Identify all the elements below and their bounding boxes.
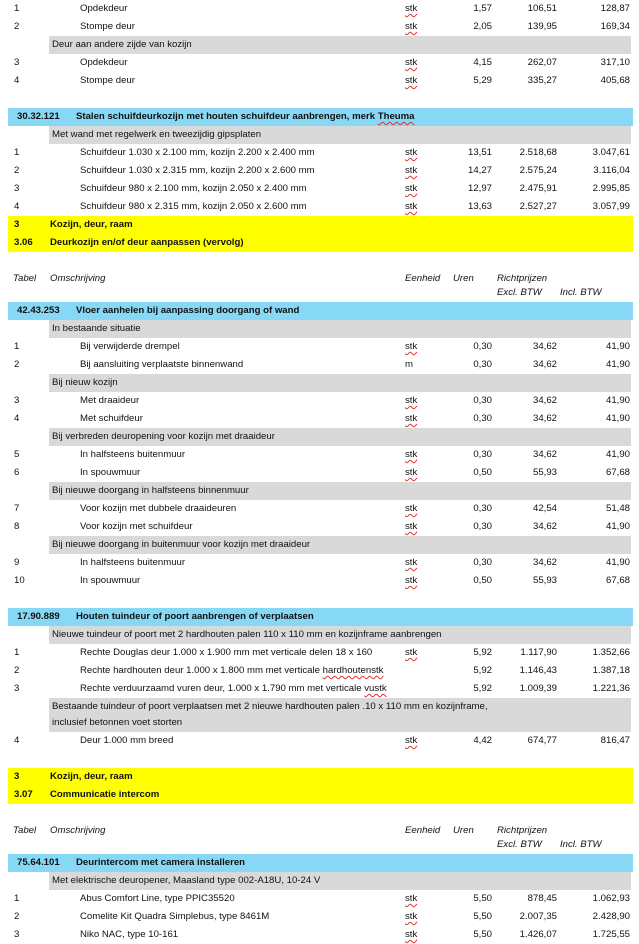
row-description: Comelite Kit Quadra Simplebus, type 8461M bbox=[80, 911, 270, 922]
row-price-excl: 1.117,90 bbox=[520, 647, 557, 658]
row-number: 1 bbox=[14, 341, 20, 352]
row-price-incl: 1.221,36 bbox=[592, 683, 630, 694]
row-number: 4 bbox=[14, 735, 20, 746]
row-price-excl: 106,51 bbox=[527, 3, 557, 14]
row-unit: stk bbox=[405, 467, 418, 478]
row-hours: 0,30 bbox=[473, 395, 492, 406]
header-excl: Excl. BTW bbox=[497, 839, 542, 850]
row-price-incl: 41,90 bbox=[605, 557, 630, 568]
row-price-incl: 41,90 bbox=[605, 395, 630, 406]
row-price-excl: 34,62 bbox=[532, 449, 557, 460]
row-number: 2 bbox=[14, 165, 20, 176]
row-number: 4 bbox=[14, 413, 20, 424]
row-price-excl: 139,95 bbox=[527, 21, 557, 32]
row-price-excl: 1.146,43 bbox=[519, 665, 557, 676]
section-title-row bbox=[0, 854, 639, 872]
row-description bbox=[80, 680, 387, 698]
row-number: 6 bbox=[14, 467, 20, 478]
row-price-excl: 55,93 bbox=[532, 575, 557, 586]
row-price-excl: 335,27 bbox=[527, 75, 557, 86]
row-hours: 2,05 bbox=[473, 21, 492, 32]
row-unit: stk bbox=[405, 557, 418, 568]
table-row bbox=[0, 392, 639, 410]
row-price-excl: 262,07 bbox=[527, 57, 557, 68]
row-price-excl: 34,62 bbox=[532, 395, 557, 406]
row-unit: m bbox=[405, 359, 413, 370]
table-row bbox=[0, 518, 639, 536]
row-price-incl: 3.116,04 bbox=[593, 165, 630, 176]
row-price-incl: 41,90 bbox=[605, 413, 630, 424]
row-hours: 5,29 bbox=[473, 75, 492, 86]
row-price-excl: 2.527,27 bbox=[519, 201, 557, 212]
row-unit: stk bbox=[405, 57, 418, 68]
group-row bbox=[0, 698, 639, 732]
chapter-title: Kozijn, deur, raam bbox=[50, 219, 133, 230]
chapter-row bbox=[0, 216, 639, 234]
row-hours: 0,30 bbox=[473, 341, 492, 352]
section-code: 42.43.253 bbox=[17, 305, 60, 316]
row-number: 2 bbox=[14, 665, 20, 676]
row-description: Voor kozijn met dubbele draaideuren bbox=[80, 503, 237, 514]
table-row bbox=[0, 144, 639, 162]
row-unit: stk bbox=[405, 75, 418, 86]
subchapter-title: Communicatie intercom bbox=[50, 789, 160, 800]
row-price-incl: 1.062,93 bbox=[592, 893, 630, 904]
group-row bbox=[0, 36, 639, 54]
row-number: 2 bbox=[14, 21, 20, 32]
row-number: 3 bbox=[14, 683, 20, 694]
group-row bbox=[0, 536, 639, 554]
row-hours: 5,92 bbox=[473, 647, 492, 658]
row-unit: stk bbox=[405, 21, 418, 32]
row-description: In spouwmuur bbox=[80, 467, 141, 478]
header-omschrijving: Omschrijving bbox=[50, 273, 106, 284]
item-group bbox=[0, 338, 639, 374]
column-header bbox=[0, 270, 639, 302]
row-number: 2 bbox=[14, 359, 20, 370]
row-description: Abus Comfort Line, type PPIC35520 bbox=[80, 893, 235, 904]
row-price-incl: 1.387,18 bbox=[592, 665, 630, 676]
item-group bbox=[0, 392, 639, 428]
table-row bbox=[0, 198, 639, 216]
row-price-excl: 2.475,91 bbox=[519, 183, 557, 194]
subchapter-code: 3.06 bbox=[14, 237, 33, 248]
row-hours: 0,30 bbox=[473, 521, 492, 532]
section-title-row bbox=[0, 302, 639, 320]
row-price-excl: 878,45 bbox=[527, 893, 557, 904]
table-row bbox=[0, 72, 639, 90]
section-title-text: Stalen schuifdeurkozijn met houten schuifdeur aanbrengen, merk bbox=[76, 111, 378, 122]
row-unit: stk bbox=[405, 521, 418, 532]
row-hours: 4,15 bbox=[473, 57, 492, 68]
section-code: 17.90.889 bbox=[17, 611, 60, 622]
section-title-row bbox=[0, 608, 639, 626]
table-row bbox=[0, 572, 639, 590]
row-price-incl: 1.725,55 bbox=[592, 929, 630, 940]
row-unit: stk bbox=[405, 647, 418, 658]
section-title: Deurintercom met camera installeren bbox=[76, 857, 246, 868]
row-description-unit: vustk bbox=[364, 683, 387, 694]
group-label: Met wand met regelwerk en tweezijdig gipsplaten bbox=[52, 129, 262, 140]
header-richtprijzen: Richtprijzen bbox=[497, 825, 548, 836]
row-price-incl: 41,90 bbox=[605, 521, 630, 532]
row-unit: stk bbox=[405, 3, 418, 14]
row-hours: 14,27 bbox=[467, 165, 492, 176]
subchapter-title: Deurkozijn en/of deur aanpassen (vervolg) bbox=[50, 237, 244, 248]
group-label: Bestaande tuindeur of poort verplaatsen met 2 nieuwe hardhouten palen .10 x 110 mm en kozijnframe, inclusief betonnen voet storten bbox=[52, 701, 488, 728]
group-row bbox=[0, 126, 639, 144]
row-unit: stk bbox=[405, 395, 418, 406]
group-label: Deur aan andere zijde van kozijn bbox=[52, 39, 192, 50]
header-incl: Incl. BTW bbox=[560, 287, 602, 298]
row-description-text: Rechte verduurzaamd vuren deur, 1.000 x 1.790 mm met verticale bbox=[80, 683, 365, 694]
row-price-incl: 3.057,99 bbox=[592, 201, 630, 212]
row-number: 3 bbox=[14, 395, 20, 406]
row-price-incl: 816,47 bbox=[600, 735, 630, 746]
group-row bbox=[0, 428, 639, 446]
table-row bbox=[0, 162, 639, 180]
row-unit: stk bbox=[405, 413, 418, 424]
row-description: Opdekdeur bbox=[80, 3, 128, 14]
row-number: 9 bbox=[14, 557, 20, 568]
row-number: 3 bbox=[14, 57, 20, 68]
chapter-code: 3 bbox=[14, 219, 20, 230]
row-hours: 5,50 bbox=[473, 893, 492, 904]
table-row bbox=[0, 18, 639, 36]
row-unit: stk bbox=[405, 893, 418, 904]
row-hours: 1,57 bbox=[473, 3, 492, 14]
group-label: In bestaande situatie bbox=[52, 323, 141, 334]
group-label: Bij nieuwe doorgang in buitenmuur voor kozijn met draaideur bbox=[52, 539, 311, 550]
row-hours: 0,30 bbox=[473, 413, 492, 424]
row-price-incl: 41,90 bbox=[605, 449, 630, 460]
row-price-incl: 128,87 bbox=[600, 3, 630, 14]
row-number: 3 bbox=[14, 183, 20, 194]
row-number: 10 bbox=[14, 575, 25, 586]
row-unit: stk bbox=[405, 735, 418, 746]
row-unit: stk bbox=[405, 201, 418, 212]
row-number: 3 bbox=[14, 929, 20, 940]
group-label: Nieuwe tuindeur of poort met 2 hardhouten palen 110 x 110 mm en kozijnframe aanbrengen bbox=[52, 629, 442, 640]
row-description: In spouwmuur bbox=[80, 575, 141, 586]
chapter-row bbox=[0, 768, 639, 786]
row-unit: stk bbox=[405, 503, 418, 514]
row-number: 4 bbox=[14, 201, 20, 212]
header-tabel: Tabel bbox=[13, 825, 37, 836]
header-incl: Incl. BTW bbox=[560, 839, 602, 850]
row-description: Bij verwijderde drempel bbox=[80, 341, 180, 352]
row-price-excl: 34,62 bbox=[532, 557, 557, 568]
row-description: Opdekdeur bbox=[80, 57, 128, 68]
group-label: Bij verbreden deuropening voor kozijn met draaideur bbox=[52, 431, 275, 442]
table-row bbox=[0, 356, 639, 374]
row-unit: stk bbox=[405, 911, 418, 922]
row-price-excl: 34,62 bbox=[532, 521, 557, 532]
row-description: Schuifdeur 1.030 x 2.315 mm, kozijn 2.200 x 2.600 mm bbox=[80, 165, 315, 176]
row-hours: 0,50 bbox=[473, 575, 492, 586]
row-price-excl: 34,62 bbox=[532, 413, 557, 424]
group-row bbox=[0, 482, 639, 500]
row-description: Niko NAC, type 10-161 bbox=[80, 929, 179, 940]
row-description: Voor kozijn met schuifdeur bbox=[80, 521, 193, 532]
row-price-incl: 67,68 bbox=[605, 575, 630, 586]
table-row bbox=[0, 644, 639, 662]
item-group bbox=[0, 500, 639, 536]
row-price-incl: 405,68 bbox=[600, 75, 630, 86]
section-title-row bbox=[0, 108, 639, 126]
header-richtprijzen: Richtprijzen bbox=[497, 273, 548, 284]
section-code: 30.32.121 bbox=[17, 111, 60, 122]
row-description: Stompe deur bbox=[80, 75, 135, 86]
section-code: 75.64.101 bbox=[17, 857, 60, 868]
group-label: Met elektrische deuropener, Maasland type 002-A18U, 10-24 V bbox=[52, 875, 321, 886]
section-title bbox=[76, 108, 415, 126]
table-row bbox=[0, 54, 639, 72]
section-title: Houten tuindeur of poort aanbrengen of verplaatsen bbox=[76, 611, 314, 622]
row-hours: 5,92 bbox=[473, 683, 492, 694]
row-number: 4 bbox=[14, 75, 20, 86]
group-row bbox=[0, 320, 639, 338]
table-row bbox=[0, 338, 639, 356]
header-eenheid: Eenheid bbox=[405, 825, 441, 836]
row-description: Met schuifdeur bbox=[80, 413, 143, 424]
subchapter-row bbox=[0, 786, 639, 804]
item-group bbox=[0, 446, 639, 482]
table-row bbox=[0, 446, 639, 464]
row-price-incl: 1.352,66 bbox=[592, 647, 630, 658]
chapter-code: 3 bbox=[14, 771, 20, 782]
row-hours: 13,51 bbox=[467, 147, 492, 158]
group-row bbox=[0, 872, 639, 890]
row-number: 5 bbox=[14, 449, 20, 460]
row-hours: 0,30 bbox=[473, 557, 492, 568]
header-excl: Excl. BTW bbox=[497, 287, 542, 298]
row-description: In halfsteens buitenmuur bbox=[80, 449, 186, 460]
table-row bbox=[0, 926, 639, 944]
row-hours: 12,97 bbox=[467, 183, 492, 194]
row-description: Stompe deur bbox=[80, 21, 135, 32]
row-number: 1 bbox=[14, 147, 20, 158]
row-price-incl: 41,90 bbox=[605, 359, 630, 370]
item-group bbox=[0, 644, 639, 698]
header-uren: Uren bbox=[453, 825, 474, 836]
header-tabel: Tabel bbox=[13, 273, 37, 284]
row-unit: stk bbox=[405, 575, 418, 586]
header-uren: Uren bbox=[453, 273, 474, 284]
row-number: 1 bbox=[14, 647, 20, 658]
table-row bbox=[0, 662, 639, 680]
table-row bbox=[0, 180, 639, 198]
row-description: Schuifdeur 1.030 x 2.100 mm, kozijn 2.200 x 2.400 mm bbox=[80, 147, 315, 158]
subchapter-code: 3.07 bbox=[14, 789, 33, 800]
table-row bbox=[0, 500, 639, 518]
item-group bbox=[0, 732, 639, 750]
row-number: 8 bbox=[14, 521, 20, 532]
row-number: 7 bbox=[14, 503, 20, 514]
row-description: Bij aansluiting verplaatste binnenwand bbox=[80, 359, 244, 370]
group-label: Bij nieuwe doorgang in halfsteens binnenmuur bbox=[52, 485, 249, 496]
row-description-text: Rechte hardhouten deur 1.000 x 1.800 mm met verticale bbox=[80, 665, 323, 676]
row-description: Schuifdeur 980 x 2.100 mm, kozijn 2.050 x 2.400 mm bbox=[80, 183, 307, 194]
row-description: Schuifdeur 980 x 2.315 mm, kozijn 2.050 x 2.600 mm bbox=[80, 201, 307, 212]
item-group bbox=[0, 0, 639, 36]
row-hours: 0,50 bbox=[473, 467, 492, 478]
table-row bbox=[0, 890, 639, 908]
row-unit: stk bbox=[405, 147, 418, 158]
table-row bbox=[0, 908, 639, 926]
row-hours: 5,50 bbox=[473, 911, 492, 922]
row-price-excl: 1.009,39 bbox=[519, 683, 557, 694]
row-price-incl: 2.428,90 bbox=[592, 911, 630, 922]
table-row bbox=[0, 680, 639, 698]
item-group bbox=[0, 554, 639, 590]
header-eenheid: Eenheid bbox=[405, 273, 441, 284]
row-price-excl: 42,54 bbox=[532, 503, 557, 514]
row-unit: stk bbox=[405, 929, 418, 940]
row-price-incl: 3.047,61 bbox=[592, 147, 630, 158]
row-description: In halfsteens buitenmuur bbox=[80, 557, 186, 568]
row-price-incl: 67,68 bbox=[605, 467, 630, 478]
row-hours: 0,30 bbox=[473, 359, 492, 370]
row-price-incl: 41,90 bbox=[605, 341, 630, 352]
subchapter-row bbox=[0, 234, 639, 252]
brand-name: Theuma bbox=[377, 111, 415, 122]
item-group bbox=[0, 144, 639, 216]
row-price-incl: 51,48 bbox=[605, 503, 630, 514]
row-description: Deur 1.000 mm breed bbox=[80, 735, 174, 746]
row-description-unit: hardhoutenstk bbox=[322, 665, 384, 676]
row-hours: 4,42 bbox=[473, 735, 492, 746]
row-hours: 5,50 bbox=[473, 929, 492, 940]
row-price-excl: 2.007,35 bbox=[519, 911, 557, 922]
row-number: 2 bbox=[14, 911, 20, 922]
row-description bbox=[80, 662, 383, 680]
row-price-incl: 2.995,85 bbox=[592, 183, 630, 194]
group-row bbox=[0, 374, 639, 392]
row-description: Rechte Douglas deur 1.000 x 1.900 mm met verticale delen 18 x 160 bbox=[80, 647, 373, 658]
item-group bbox=[0, 54, 639, 90]
table-row bbox=[0, 554, 639, 572]
row-price-excl: 34,62 bbox=[532, 341, 557, 352]
column-header bbox=[0, 822, 639, 854]
row-description: Met draaideur bbox=[80, 395, 140, 406]
row-hours: 5,92 bbox=[473, 665, 492, 676]
row-number: 1 bbox=[14, 893, 20, 904]
row-price-excl: 1.426,07 bbox=[519, 929, 557, 940]
section-title: Vloer aanhelen bij aanpassing doorgang of wand bbox=[76, 305, 300, 316]
table-row bbox=[0, 464, 639, 482]
row-price-excl: 34,62 bbox=[532, 359, 557, 370]
row-unit: stk bbox=[405, 183, 418, 194]
row-price-excl: 674,77 bbox=[527, 735, 557, 746]
item-group bbox=[0, 890, 639, 944]
row-number: 1 bbox=[14, 3, 20, 14]
row-unit: stk bbox=[405, 341, 418, 352]
row-price-incl: 317,10 bbox=[600, 57, 630, 68]
table-row bbox=[0, 0, 639, 18]
chapter-title: Kozijn, deur, raam bbox=[50, 771, 133, 782]
group-label: Bij nieuw kozijn bbox=[52, 377, 118, 388]
row-price-excl: 2.518,68 bbox=[519, 147, 557, 158]
row-price-excl: 55,93 bbox=[532, 467, 557, 478]
row-price-incl: 169,34 bbox=[600, 21, 630, 32]
row-hours: 0,30 bbox=[473, 449, 492, 460]
row-price-excl: 2.575,24 bbox=[519, 165, 557, 176]
row-hours: 0,30 bbox=[473, 503, 492, 514]
group-row bbox=[0, 626, 639, 644]
row-unit: stk bbox=[405, 165, 418, 176]
header-omschrijving: Omschrijving bbox=[50, 825, 106, 836]
row-hours: 13,63 bbox=[467, 201, 492, 212]
table-row bbox=[0, 410, 639, 428]
table-row bbox=[0, 732, 639, 750]
row-unit: stk bbox=[405, 449, 418, 460]
